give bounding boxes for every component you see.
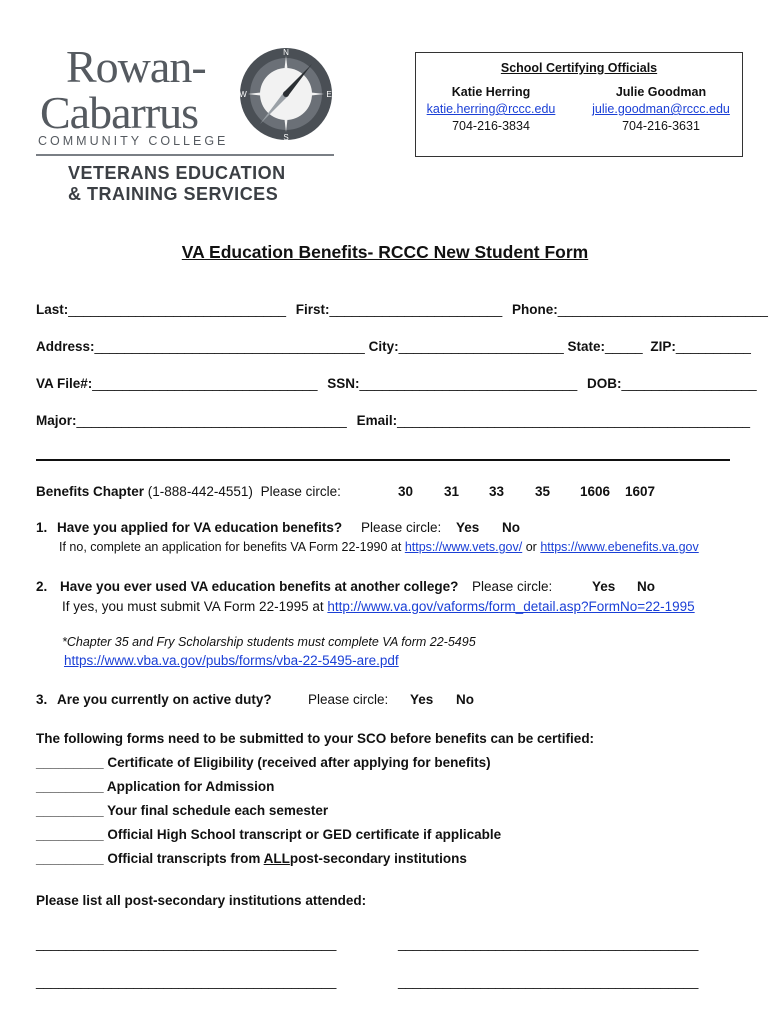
field-row-name — [36, 302, 768, 317]
ssn-field[interactable]: _____________________________ — [359, 376, 578, 391]
sco-official-email-link[interactable]: katie.herring@rccc.edu — [426, 102, 556, 116]
question-2 — [36, 579, 458, 594]
va-form-22-1995-link[interactable]: http://www.va.gov/vaforms/form_detail.asp?FormNo=22-1995 — [327, 599, 695, 614]
checklist-blank[interactable]: _________ — [36, 851, 104, 866]
sco-official-name: Katie Herring — [451, 85, 531, 99]
sco-official-2 — [586, 85, 736, 133]
checklist-item-label: Your final schedule each semester — [107, 803, 329, 818]
vafile-label: VA File#: — [36, 376, 93, 391]
question-3-text: Are you currently on active duty? — [57, 692, 272, 707]
q1-no-option[interactable]: No — [502, 520, 520, 535]
checklist-item-label-post: post-secondary institutions — [289, 851, 467, 866]
checklist-item — [36, 755, 491, 770]
checklist-blank[interactable]: _________ — [36, 755, 104, 770]
q2-yes-option[interactable]: Yes — [592, 579, 616, 594]
q1-circle-instruction: Please circle: — [361, 520, 442, 535]
major-field[interactable]: ____________________________________ — [76, 413, 347, 428]
q2-no-option[interactable]: No — [637, 579, 655, 594]
major-label: Major: — [36, 413, 77, 428]
phone-field[interactable]: ____________________________ — [557, 302, 768, 317]
forms-heading: The following forms need to be submitted to your SCO before benefits can be certified: — [36, 731, 595, 746]
checklist-blank[interactable]: _________ — [36, 779, 104, 794]
chapter-option-1606[interactable]: 1606 — [580, 484, 611, 499]
chapter-35-note: *Chapter 35 and Fry Scholarship students must complete VA form 22-5495 — [62, 635, 476, 649]
logo-text-training-services: & TRAINING SERVICES — [68, 184, 279, 204]
benefits-circle-instruction: Please circle: — [260, 484, 341, 499]
q3-circle-instruction: Please circle: — [308, 692, 389, 707]
chapter-option-35[interactable]: 35 — [535, 484, 551, 499]
institution-field-1[interactable]: ________________________________________ — [36, 936, 337, 951]
checklist-item-label-pre: Official transcripts from — [107, 851, 261, 866]
benefits-phone: (1-888-442-4551) — [147, 484, 253, 499]
ssn-label: SSN: — [327, 376, 360, 391]
checklist-item — [36, 779, 274, 794]
q2-note — [62, 599, 695, 614]
checklist-item — [36, 827, 501, 842]
checklist-item-label-all: ALL — [263, 851, 290, 866]
sco-official-email-link[interactable]: julie.goodman@rccc.edu — [592, 102, 730, 116]
checklist-item — [36, 803, 328, 818]
institution-field-2[interactable]: ________________________________________ — [398, 936, 699, 951]
sco-title: School Certifying Officials — [500, 61, 658, 75]
checklist-item-label: Application for Admission — [106, 779, 275, 794]
zip-field[interactable]: __________ — [675, 339, 751, 354]
sco-official-phone: 704-216-3834 — [452, 119, 530, 133]
question-1 — [36, 520, 342, 535]
question-number: 1. — [36, 520, 48, 535]
field-row-major — [36, 413, 750, 428]
field-row-address — [36, 339, 751, 354]
sco-official-1 — [416, 85, 566, 133]
last-name-label: Last: — [36, 302, 69, 317]
institution-field-4[interactable]: ________________________________________ — [398, 974, 699, 989]
checklist-item — [36, 851, 467, 866]
dob-label: DOB: — [587, 376, 622, 391]
first-name-label: First: — [295, 302, 330, 317]
question-2-text: Have you ever used VA education benefits at another college? — [60, 579, 459, 594]
email-label: Email: — [356, 413, 398, 428]
compass-letter-s: S — [283, 133, 289, 142]
logo-text-cabarrus: Cabarrus — [40, 87, 199, 138]
q1-note-text: If no, complete an application for benefits VA Form 22-1990 at — [59, 540, 402, 554]
phone-label: Phone: — [511, 302, 558, 317]
q1-yes-option[interactable]: Yes — [456, 520, 480, 535]
logo-divider — [36, 154, 334, 156]
checklist-blank[interactable]: _________ — [36, 803, 104, 818]
email-field[interactable]: _______________________________________________ — [397, 413, 750, 428]
institution-field-3[interactable]: ________________________________________ — [36, 974, 337, 989]
q1-note — [59, 540, 699, 554]
vafile-field[interactable]: ______________________________ — [92, 376, 318, 391]
compass-logo-icon — [238, 46, 334, 142]
q1-note-or: or — [525, 540, 537, 554]
address-label: Address: — [36, 339, 95, 354]
question-3 — [36, 692, 272, 707]
institutions-heading: Please list all post-secondary institutions attended: — [36, 893, 367, 908]
q2-circle-instruction: Please circle: — [472, 579, 553, 594]
address-field[interactable]: ____________________________________ — [94, 339, 365, 354]
logo-text-veterans-education: VETERANS EDUCATION — [68, 163, 286, 183]
logo-text-community-college: COMMUNITY COLLEGE — [38, 134, 229, 148]
vets-gov-link[interactable]: https://www.vets.gov/ — [404, 540, 523, 554]
q3-yes-option[interactable]: Yes — [410, 692, 434, 707]
ebenefits-link[interactable]: https://www.ebenefits.va.gov — [540, 540, 699, 554]
last-name-field[interactable]: _____________________________ — [68, 302, 286, 317]
benefits-chapter-label: Benefits Chapter — [36, 484, 145, 499]
q3-no-option[interactable]: No — [456, 692, 474, 707]
sco-official-phone: 704-216-3631 — [622, 119, 700, 133]
city-label: City: — [368, 339, 399, 354]
va-form-22-5495-link[interactable]: https://www.vba.va.gov/pubs/forms/vba-22-5495-are.pdf — [64, 653, 399, 668]
benefits-chapter-row — [36, 484, 341, 499]
checklist-item-label: Certificate of Eligibility (received after applying for benefits) — [107, 755, 491, 770]
chapter-option-30[interactable]: 30 — [398, 484, 414, 499]
compass-letter-e: E — [326, 90, 332, 99]
question-1-text: Have you applied for VA education benefits? — [57, 520, 343, 535]
dob-field[interactable]: __________________ — [621, 376, 757, 391]
state-field[interactable]: _____ — [605, 339, 643, 354]
question-number: 3. — [36, 692, 48, 707]
logo-text-rowan: Rowan- — [66, 41, 206, 92]
compass-letter-n: N — [283, 48, 289, 57]
field-row-vafile — [36, 376, 757, 391]
sco-contact-box — [415, 52, 743, 157]
q2-note-text: If yes, you must submit VA Form 22-1995 at — [62, 599, 324, 614]
sco-official-name: Julie Goodman — [615, 85, 707, 99]
chapter-option-31[interactable]: 31 — [444, 484, 460, 499]
chapter-option-1607[interactable]: 1607 — [625, 484, 656, 499]
city-field[interactable]: ______________________ — [398, 339, 564, 354]
chapter-option-33[interactable]: 33 — [489, 484, 505, 499]
section-divider — [36, 459, 730, 461]
checklist-item-label: Official High School transcript or GED certificate if applicable — [107, 827, 502, 842]
compass-letter-w: W — [239, 90, 247, 99]
zip-label: ZIP: — [650, 339, 676, 354]
checklist-blank[interactable]: _________ — [36, 827, 104, 842]
state-label: State: — [567, 339, 606, 354]
question-number: 2. — [36, 579, 48, 594]
first-name-field[interactable]: _______________________ — [329, 302, 503, 317]
form-title: VA Education Benefits- RCCC New Student Form — [181, 242, 589, 262]
